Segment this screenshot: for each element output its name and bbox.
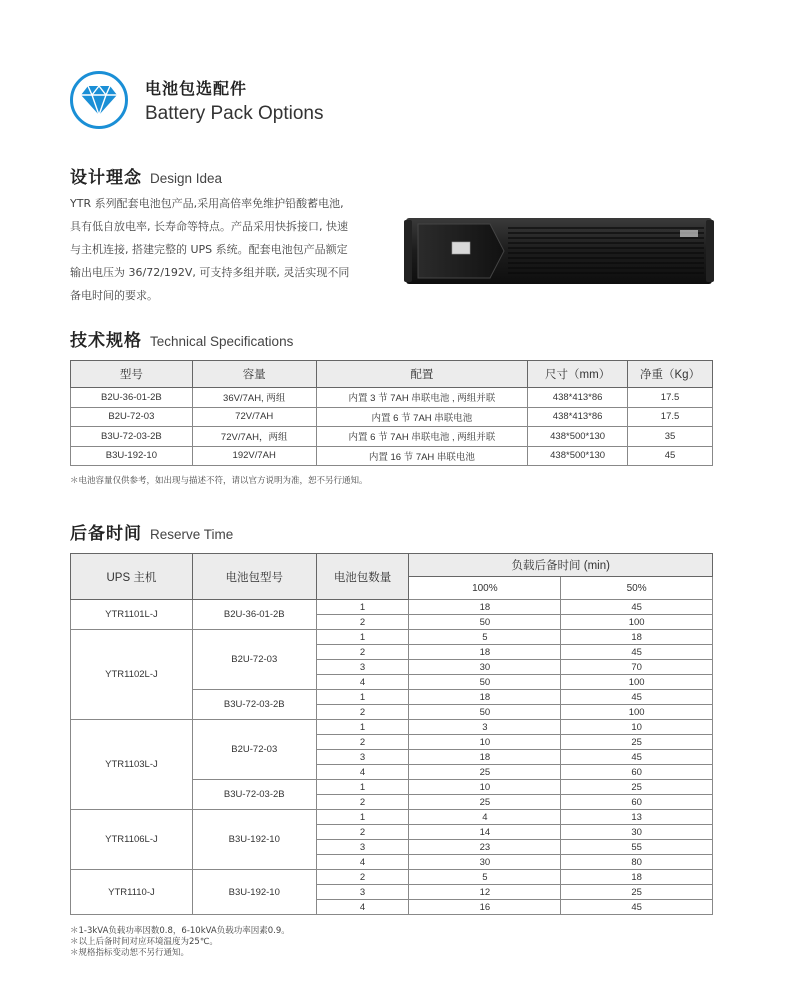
reserve-note: ＊1-3kVA负载功率因数0.8，6-10kVA负载功率因素0.9。 bbox=[70, 926, 290, 936]
diamond-logo bbox=[70, 71, 128, 129]
reserve-header-row bbox=[71, 554, 713, 577]
battery-pack-image bbox=[404, 214, 714, 288]
time-100-cell: 10 bbox=[409, 735, 561, 750]
specs-heading bbox=[70, 326, 293, 351]
reserve-heading-cn: 后备时间 bbox=[70, 524, 142, 544]
pack-qty-cell: 1 bbox=[316, 810, 409, 825]
specs-col-size: 尺寸（mm） bbox=[528, 361, 628, 388]
time-50-cell: 13 bbox=[561, 810, 713, 825]
time-100-cell: 10 bbox=[409, 780, 561, 795]
spec-model-cell: B3U-72-03-2B bbox=[71, 427, 193, 447]
pack-model-cell: B3U-72-03-2B bbox=[192, 690, 316, 720]
page-title-en: Battery Pack Options bbox=[145, 102, 324, 124]
ups-model-cell: YTR1101L-J bbox=[71, 600, 193, 630]
time-50-cell: 45 bbox=[561, 750, 713, 765]
time-50-cell: 45 bbox=[561, 645, 713, 660]
spec-row bbox=[71, 407, 713, 427]
time-100-cell: 30 bbox=[409, 660, 561, 675]
time-100-cell: 5 bbox=[409, 630, 561, 645]
specs-col-model: 型号 bbox=[71, 361, 193, 388]
time-100-cell: 12 bbox=[409, 885, 561, 900]
time-50-cell: 70 bbox=[561, 660, 713, 675]
time-100-cell: 18 bbox=[409, 690, 561, 705]
spec-weight-cell: 17.5 bbox=[628, 407, 713, 427]
pack-qty-cell: 1 bbox=[316, 780, 409, 795]
pack-qty-cell: 2 bbox=[316, 735, 409, 750]
design-heading bbox=[70, 163, 222, 188]
ups-model-cell: YTR1106L-J bbox=[71, 810, 193, 870]
time-50-cell: 18 bbox=[561, 870, 713, 885]
pack-model-cell: B2U-72-03 bbox=[192, 720, 316, 780]
pack-qty-cell: 2 bbox=[316, 825, 409, 840]
time-100-cell: 16 bbox=[409, 900, 561, 915]
pack-qty-cell: 2 bbox=[316, 870, 409, 885]
time-100-cell: 18 bbox=[409, 645, 561, 660]
time-50-cell: 100 bbox=[561, 615, 713, 630]
ups-model-cell: YTR1110-J bbox=[71, 870, 193, 915]
spec-size-cell: 438*413*86 bbox=[528, 388, 628, 408]
pack-qty-cell: 1 bbox=[316, 690, 409, 705]
spec-config-cell: 内置 3 节 7AH 串联电池 , 两组并联 bbox=[316, 388, 528, 408]
design-line: 输出电压为 36/72/192V, 可支持多组并联, 灵活实现不同 bbox=[70, 266, 350, 279]
spec-model-cell: B2U-36-01-2B bbox=[71, 388, 193, 408]
time-50-cell: 60 bbox=[561, 795, 713, 810]
specs-table bbox=[70, 360, 713, 466]
reserve-row bbox=[71, 870, 713, 885]
time-100-cell: 50 bbox=[409, 675, 561, 690]
spec-capacity-cell: 192V/7AH bbox=[192, 446, 316, 466]
time-50-cell: 45 bbox=[561, 900, 713, 915]
specs-col-capacity: 容量 bbox=[192, 361, 316, 388]
time-100-cell: 5 bbox=[409, 870, 561, 885]
spec-capacity-cell: 72V/7AH，两组 bbox=[192, 427, 316, 447]
time-50-cell: 45 bbox=[561, 600, 713, 615]
reserve-col-pack: 电池包型号 bbox=[192, 554, 316, 600]
time-50-cell: 30 bbox=[561, 825, 713, 840]
design-heading-en: Design Idea bbox=[150, 171, 223, 186]
time-100-cell: 14 bbox=[409, 825, 561, 840]
reserve-table bbox=[70, 553, 713, 915]
pack-model-cell: B3U-192-10 bbox=[192, 870, 316, 915]
pack-qty-cell: 4 bbox=[316, 675, 409, 690]
time-50-cell: 18 bbox=[561, 630, 713, 645]
reserve-heading-en: Reserve Time bbox=[150, 527, 234, 542]
time-50-cell: 10 bbox=[561, 720, 713, 735]
spec-config-cell: 内置 6 节 7AH 串联电池 bbox=[316, 407, 528, 427]
pack-qty-cell: 4 bbox=[316, 900, 409, 915]
spec-weight-cell: 45 bbox=[628, 446, 713, 466]
time-100-cell: 50 bbox=[409, 615, 561, 630]
pack-qty-cell: 2 bbox=[316, 615, 409, 630]
time-50-cell: 100 bbox=[561, 705, 713, 720]
time-100-cell: 4 bbox=[409, 810, 561, 825]
pack-qty-cell: 3 bbox=[316, 885, 409, 900]
reserve-col-50: 50% bbox=[561, 577, 713, 600]
pack-qty-cell: 4 bbox=[316, 765, 409, 780]
pack-qty-cell: 1 bbox=[316, 600, 409, 615]
reserve-col-100: 100% bbox=[409, 577, 561, 600]
spec-weight-cell: 17.5 bbox=[628, 388, 713, 408]
reserve-heading bbox=[70, 519, 233, 544]
specs-header-row bbox=[71, 361, 713, 388]
time-50-cell: 45 bbox=[561, 690, 713, 705]
pack-model-cell: B3U-192-10 bbox=[192, 810, 316, 870]
reserve-col-ups: UPS 主机 bbox=[71, 554, 193, 600]
pack-qty-cell: 3 bbox=[316, 750, 409, 765]
pack-model-cell: B2U-72-03 bbox=[192, 630, 316, 690]
page-title-cn: 电池包选配件 bbox=[145, 78, 248, 98]
time-100-cell: 18 bbox=[409, 600, 561, 615]
time-100-cell: 30 bbox=[409, 855, 561, 870]
pack-qty-cell: 2 bbox=[316, 795, 409, 810]
pack-model-cell: B3U-72-03-2B bbox=[192, 780, 316, 810]
spec-row bbox=[71, 388, 713, 408]
design-heading-cn: 设计理念 bbox=[70, 168, 142, 188]
pack-qty-cell: 2 bbox=[316, 705, 409, 720]
reserve-col-qty: 电池包数量 bbox=[316, 554, 409, 600]
reserve-notes bbox=[70, 926, 290, 959]
time-50-cell: 100 bbox=[561, 675, 713, 690]
time-100-cell: 25 bbox=[409, 795, 561, 810]
spec-model-cell: B3U-192-10 bbox=[71, 446, 193, 466]
pack-qty-cell: 3 bbox=[316, 840, 409, 855]
reserve-row bbox=[71, 600, 713, 615]
pack-qty-cell: 1 bbox=[316, 720, 409, 735]
design-line: 备电时间的要求。 bbox=[70, 289, 158, 302]
specs-heading-cn: 技术规格 bbox=[70, 331, 142, 351]
spec-config-cell: 内置 6 节 7AH 串联电池 , 两组并联 bbox=[316, 427, 528, 447]
spec-size-cell: 438*413*86 bbox=[528, 407, 628, 427]
reserve-row bbox=[71, 720, 713, 735]
ups-model-cell: YTR1102L-J bbox=[71, 630, 193, 720]
spec-capacity-cell: 36V/7AH, 两组 bbox=[192, 388, 316, 408]
spec-weight-cell: 35 bbox=[628, 427, 713, 447]
reserve-note: ＊以上后备时间对应环境温度为25℃。 bbox=[70, 937, 218, 947]
pack-qty-cell: 1 bbox=[316, 630, 409, 645]
spec-config-cell: 内置 16 节 7AH 串联电池 bbox=[316, 446, 528, 466]
specs-col-config: 配置 bbox=[316, 361, 528, 388]
time-50-cell: 60 bbox=[561, 765, 713, 780]
specs-note: ＊电池容量仅供参考，如出现与描述不符，请以官方说明为准，恕不另行通知。 bbox=[70, 476, 368, 486]
design-line: 具有低自放电率, 长寿命等特点。产品采用快拆接口, 快速 bbox=[70, 220, 348, 233]
reserve-col-time: 负载后备时间 (min) bbox=[409, 554, 713, 577]
time-50-cell: 80 bbox=[561, 855, 713, 870]
time-100-cell: 18 bbox=[409, 750, 561, 765]
design-line: YTR 系列配套电池包产品,采用高倍率免维护铅酸蓄电池, bbox=[70, 197, 344, 210]
specs-col-weight: 净重（Kg） bbox=[628, 361, 713, 388]
spec-capacity-cell: 72V/7AH bbox=[192, 407, 316, 427]
time-50-cell: 25 bbox=[561, 735, 713, 750]
time-50-cell: 25 bbox=[561, 780, 713, 795]
time-50-cell: 55 bbox=[561, 840, 713, 855]
page-header bbox=[70, 70, 323, 130]
time-100-cell: 23 bbox=[409, 840, 561, 855]
time-100-cell: 3 bbox=[409, 720, 561, 735]
spec-size-cell: 438*500*130 bbox=[528, 427, 628, 447]
spec-row bbox=[71, 427, 713, 447]
design-description bbox=[70, 192, 390, 307]
spec-row bbox=[71, 446, 713, 466]
pack-qty-cell: 3 bbox=[316, 660, 409, 675]
pack-model-cell: B2U-36-01-2B bbox=[192, 600, 316, 630]
design-line: 与主机连接, 搭建完整的 UPS 系统。配套电池包产品额定 bbox=[70, 243, 348, 256]
time-50-cell: 25 bbox=[561, 885, 713, 900]
specs-heading-en: Technical Specifications bbox=[150, 334, 294, 349]
reserve-row bbox=[71, 630, 713, 645]
ups-model-cell: YTR1103L-J bbox=[71, 720, 193, 810]
diamond-icon bbox=[80, 84, 118, 116]
reserve-row bbox=[71, 810, 713, 825]
time-100-cell: 25 bbox=[409, 765, 561, 780]
reserve-note: ＊规格指标变动恕不另行通知。 bbox=[70, 948, 190, 958]
spec-model-cell: B2U-72-03 bbox=[71, 407, 193, 427]
time-100-cell: 50 bbox=[409, 705, 561, 720]
spec-size-cell: 438*500*130 bbox=[528, 446, 628, 466]
pack-qty-cell: 2 bbox=[316, 645, 409, 660]
pack-qty-cell: 4 bbox=[316, 855, 409, 870]
